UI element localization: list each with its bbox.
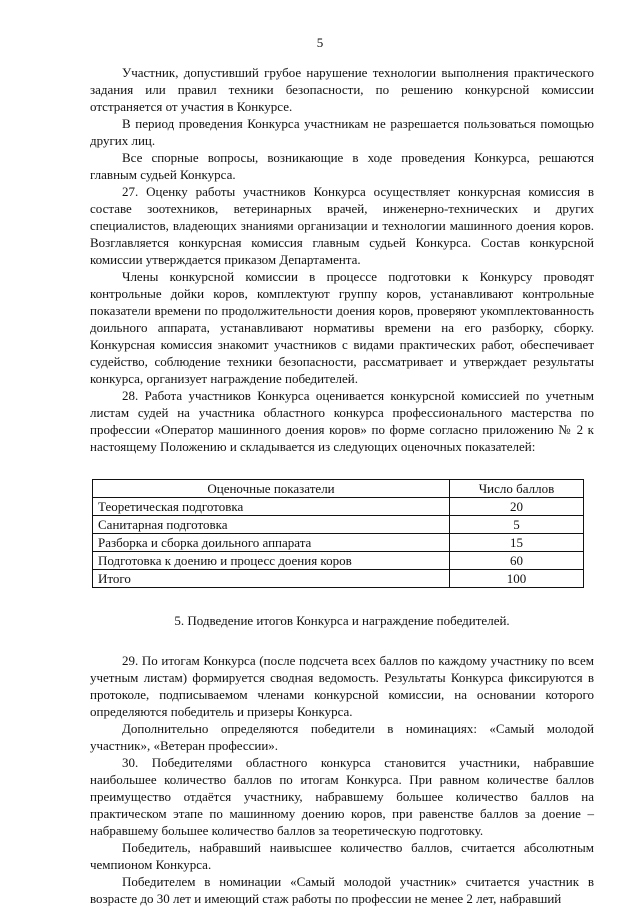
indicator-points: 100	[450, 570, 584, 588]
paragraph-item-28: 28. Работа участников Конкурса оценивается конкурсной комиссией по учетным листам судей на участника областного конкурса профессионального мастерства по профессии «Оператор машинного доения коров» по форме согласно приложению № 2 к настоящему Положению и складывается из следующих оценочных показателей:	[90, 388, 594, 454]
paragraph: Победитель, набравший наивысшее количество баллов, считается абсолютным чемпионом Конкурса.	[90, 840, 594, 872]
paragraph-item-27: 27. Оценку работы участников Конкурса осуществляет конкурсная комиссия в составе зоотехников, ветеринарных врачей, инженерно-технических и других специалистов, владеющих знаниями организации и технологии машинного доения коров. Возглавляется конкурсная комиссия главным судьей Конкурса. Состав конкурсной комиссии утверждается приказом Департамента.	[90, 184, 594, 267]
score-table	[92, 479, 584, 588]
document-body	[90, 64, 594, 907]
indicator-points: 60	[450, 552, 584, 570]
table-header-row	[93, 480, 584, 498]
indicator-points: 15	[450, 534, 584, 552]
header-points: Число баллов	[450, 480, 584, 498]
paragraph: В период проведения Конкурса участникам не разрешается пользоваться помощью других лиц.	[90, 116, 594, 148]
paragraph: Участник, допустивший грубое нарушение технологии выполнения практического задания или правил техники безопасности, по решению конкурсной комиссии отстраняется от участия в Конкурсе.	[90, 65, 594, 114]
indicator-points: 5	[450, 516, 584, 534]
paragraph: Члены конкурсной комиссии в процессе подготовки к Конкурсу проводят контрольные дойки коров, комплектуют группу коров, устанавливают контрольные показатели времени по продолжительности доения коров, проверяют укомплектованность доильного аппарата, устанавливают нормативы времени на его разборку, сборку. Конкурсная комиссия знакомит участников с видами практических работ, обеспечивает судейство, соблюдение техники безопасности, рассматривает и утверждает результаты конкурса, организует награждение победителей.	[90, 269, 594, 386]
header-indicator: Оценочные показатели	[93, 480, 450, 498]
paragraph-item-30: 30. Победителями областного конкурса становится участники, набравшие наибольшее количество баллов по итогам Конкурса. При равном количестве баллов преимущество отдаётся участнику, набравшему большее количество баллов на практическом этапе по машинному доению коров, при равенстве баллов за доение – набравшему большее количество баллов за теоретическую подготовку.	[90, 755, 594, 838]
table-row	[93, 516, 584, 534]
indicator-name: Подготовка к доению и процесс доения коров	[93, 552, 450, 570]
paragraph: Все спорные вопросы, возникающие в ходе проведения Конкурса, решаются главным судьей Конкурса.	[90, 150, 594, 182]
indicator-name: Разборка и сборка доильного аппарата	[93, 534, 450, 552]
indicator-name: Теоретическая подготовка	[93, 498, 450, 516]
table-row	[93, 552, 584, 570]
table-row	[93, 534, 584, 552]
paragraph: Дополнительно определяются победители в номинациях: «Самый молодой участник», «Ветеран профессии».	[90, 721, 594, 753]
page-number: 5	[316, 35, 324, 50]
table-row-total	[93, 570, 584, 588]
indicator-name: Итого	[93, 570, 450, 588]
paragraph: Победителем в номинации «Самый молодой участник» считается участник в возрасте до 30 лет и имеющий стаж работы по профессии не менее 2 лет, набравший	[90, 874, 594, 906]
table-row	[93, 498, 584, 516]
paragraph-item-29: 29. По итогам Конкурса (после подсчета всех баллов по каждому участнику по всем учетным листам) формируется сводная ведомость. Результаты Конкурса фиксируются в протоколе, подписываемом членами конкурсной комиссии, на основании которого определяются победитель и призеры Конкурса.	[90, 653, 594, 719]
indicator-points: 20	[450, 498, 584, 516]
indicator-name: Санитарная подготовка	[93, 516, 450, 534]
section-heading: 5. Подведение итогов Конкурса и награждение победителей.	[174, 613, 510, 628]
